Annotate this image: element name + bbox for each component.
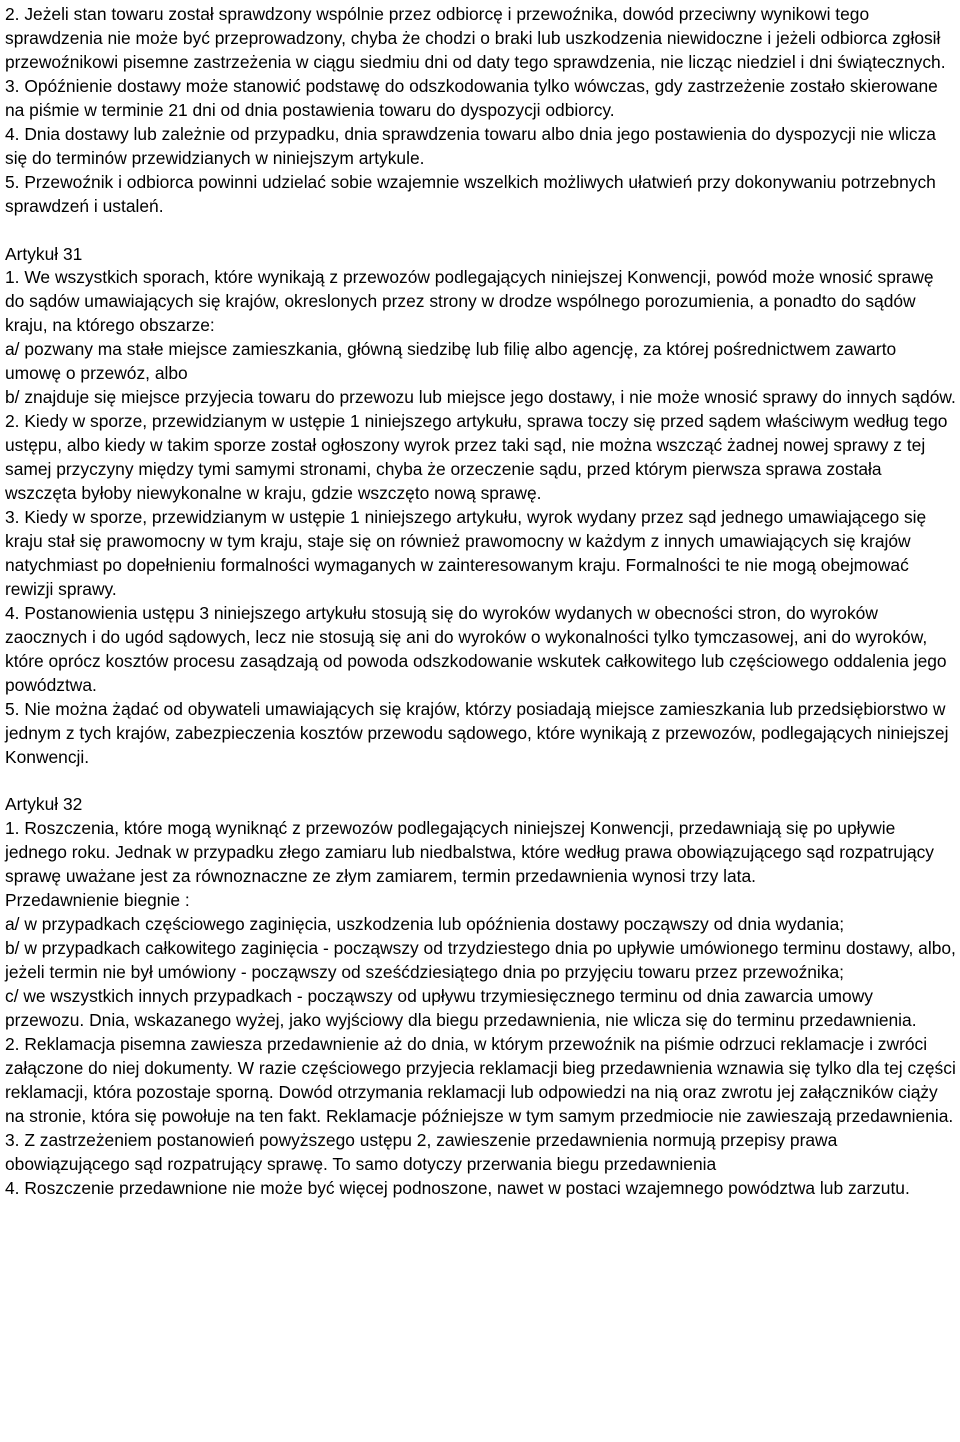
paragraph-30-4: 4. Dnia dostawy lub zależnie od przypadku, dnia sprawdzenia towaru albo dnia jego postawienia do dyspozycji nie wlicza się do terminów przewidzianych w niniejszym artykule. (5, 123, 936, 168)
section-spacer (5, 219, 957, 243)
paragraph-32-1-intro: Przedawnienie biegnie : (5, 890, 190, 911)
paragraph-31-1a: a/ pozwany ma stałe miejsce zamieszkania, główną siedzibę lub filię albo agencję, za której pośrednictwem zawarto umowę o przewóz, albo (5, 339, 897, 384)
paragraph-30-2: 2. Jeżeli stan towaru został sprawdzony wspólnie przez odbiorcę i przewoźnika, dowód przeciwny wynikowi tego sprawdzenia nie może być przeprowadzony, chyba że chodzi o braki lub uszkodzenia niewidoczne i jeżeli odbiorca zgłosił przewoźnikowi pisemne zastrzeżenia w ciągu siedmiu dni od daty tego sprawdzenia, nie licząc niedziel i dni świątecznych. (5, 4, 946, 72)
paragraph-31-3: 3. Kiedy w sporze, przewidzianym w ustępie 1 niniejszego artykułu, wyrok wydany przez sąd jednego umawiającego się kraju stał się prawomocny w tym kraju, staje się on również prawomocny w każdym z innych umawiających się krajów natychmiast po dopełnieniu formalności wymaganych w zainteresowanym kraju. Formalności te nie mogą obejmować rewizji sprawy. (5, 507, 927, 599)
paragraph-31-4: 4. Postanowienia ustępu 3 niniejszego artykułu stosują się do wyroków wydanych w obecności stron, do wyroków zaocznych i do ugód sądowych, lecz nie stosują się ani do wyroków o wykonalności tylko tymczasowej, ani do wyroków, które oprócz kosztów procesu zasądzają od powoda odszkodowanie wskutek całkowitego lub częściowego oddalenia jego powództwa. (5, 602, 947, 695)
section-article-31 (5, 243, 957, 770)
paragraph-32-4: 4. Roszczenie przedawnione nie może być więcej podnoszone, nawet w postaci wzajemnego powództwa lub zarzutu. (5, 1177, 910, 1198)
section-spacer (5, 769, 957, 793)
paragraph-30-5: 5. Przewoźnik i odbiorca powinni udzielać sobie wzajemnie wszelkich możliwych ułatwień przy dokonywaniu potrzebnych sprawdzeń i ustaleń. (5, 171, 936, 216)
paragraph-30-3: 3. Opóźnienie dostawy może stanowić podstawę do odszkodowania tylko wówczas, gdy zastrzeżenie zostało skierowane na piśmie w terminie 21 dni od dnia postawienia towaru do dyspozycji odbiorcy. (5, 75, 938, 120)
paragraph-32-1c: c/ we wszystkich innych przypadkach - począwszy od upływu trzymiesięcznego terminu od dnia zawarcia umowy przewozu. Dnia, wskazanego wyżej, jako wyjściowy dla biegu przedawnienia, nie wlicza się do terminu przedawnienia. (5, 986, 917, 1030)
paragraph-31-1b: b/ znajduje się miejsce przyjecia towaru do przewozu lub miejsce jego dostawy, i nie może wnosić sprawy do innych sądów. (5, 387, 956, 408)
paragraph-32-3: 3. Z zastrzeżeniem postanowień powyższego ustępu 2, zawieszenie przedawnienia normują przepisy prawa obowiązującego sąd rozpatrujący sprawę. To samo dotyczy przerwania biegu przedawnienia (5, 1129, 838, 1174)
paragraph-31-5: 5. Nie można żądać od obywateli umawiających się krajów, którzy posiadają miejsce zamieszkania lub przedsiębiorstwo w jednym z tych krajów, zabezpieczenia kosztów przewodu sądowego, które wynikają z przewozów, podlegających niniejszej Konwencji. (5, 698, 949, 767)
paragraph-32-2: 2. Reklamacja pisemna zawiesza przedawnienie aż do dnia, w którym przewoźnik na piśmie odrzuci reklamacje i zwróci załączone do niej dokumenty. W razie częściowego przyjecia reklamacji bieg przedawnienia wznawia się tylko dla tej części reklamacji, która pozostaje sporną. Dowód otrzymania reklamacji lub odpowiedzi na nią oraz zwrotu jej załączników ciąży na stronie, która się powołuje na ten fakt. Reklamacje późniejsze w tym samym przedmiocie nie zawieszają przedawnienia. (5, 1033, 956, 1126)
section-article-32 (5, 793, 957, 1200)
article-32-heading: Artykuł 32 (5, 794, 83, 815)
paragraph-32-1a: a/ w przypadkach częściowego zaginięcia, uszkodzenia lub opóźnienia dostawy począwszy od dnia wydania; (5, 914, 845, 935)
paragraph-31-1: 1. We wszystkich sporach, które wynikają z przewozów podlegających niniejszej Konwencji, powód może wnosić sprawę do sądów umawiających się krajów, okreslonych przez strony w drodze wspólnego porozumienia, a ponadto do sądów kraju, na którego obszarze: (5, 267, 934, 336)
paragraph-32-1b: b/ w przypadkach całkowitego zaginięcia - począwszy od trzydziestego dnia po upływie umówionego terminu dostawy, albo, jeżeli termin nie był umówiony - począwszy od sześćdziesiątego dnia po przyjęciu towaru przez przewoźnika; (5, 938, 956, 983)
paragraph-31-2: 2. Kiedy w sporze, przewidzianym w ustępie 1 niniejszego artykułu, sprawa toczy się przed sądem właściwym według tego ustępu, albo kiedy w takim sporze został ogłoszony wyrok przez taki sąd, nie można wszcząć żadnej nowej sprawy z tej samej przyczyny między tymi samymi stronami, chyba że orzeczenie sądu, przed którym pierwsza sprawa została wszczęta byłoby niewykonalne w kraju, gdzie wszczęto nową sprawę. (5, 411, 948, 504)
document-page (5, 3, 957, 1201)
article-31-heading: Artykuł 31 (5, 243, 83, 264)
section-article-30-continued (5, 3, 957, 219)
paragraph-32-1: 1. Roszczenia, które mogą wyniknąć z przewozów podlegających niniejszej Konwencji, przedawniają się po upływie jednego roku. Jednak w przypadku złego zamiaru lub niedbalstwa, które według prawa obowiązującego sąd rozpatrujący sprawę uważane jest za równoznaczne ze złym zamiarem, termin przedawnienia wynosi trzy lata. (5, 818, 935, 887)
